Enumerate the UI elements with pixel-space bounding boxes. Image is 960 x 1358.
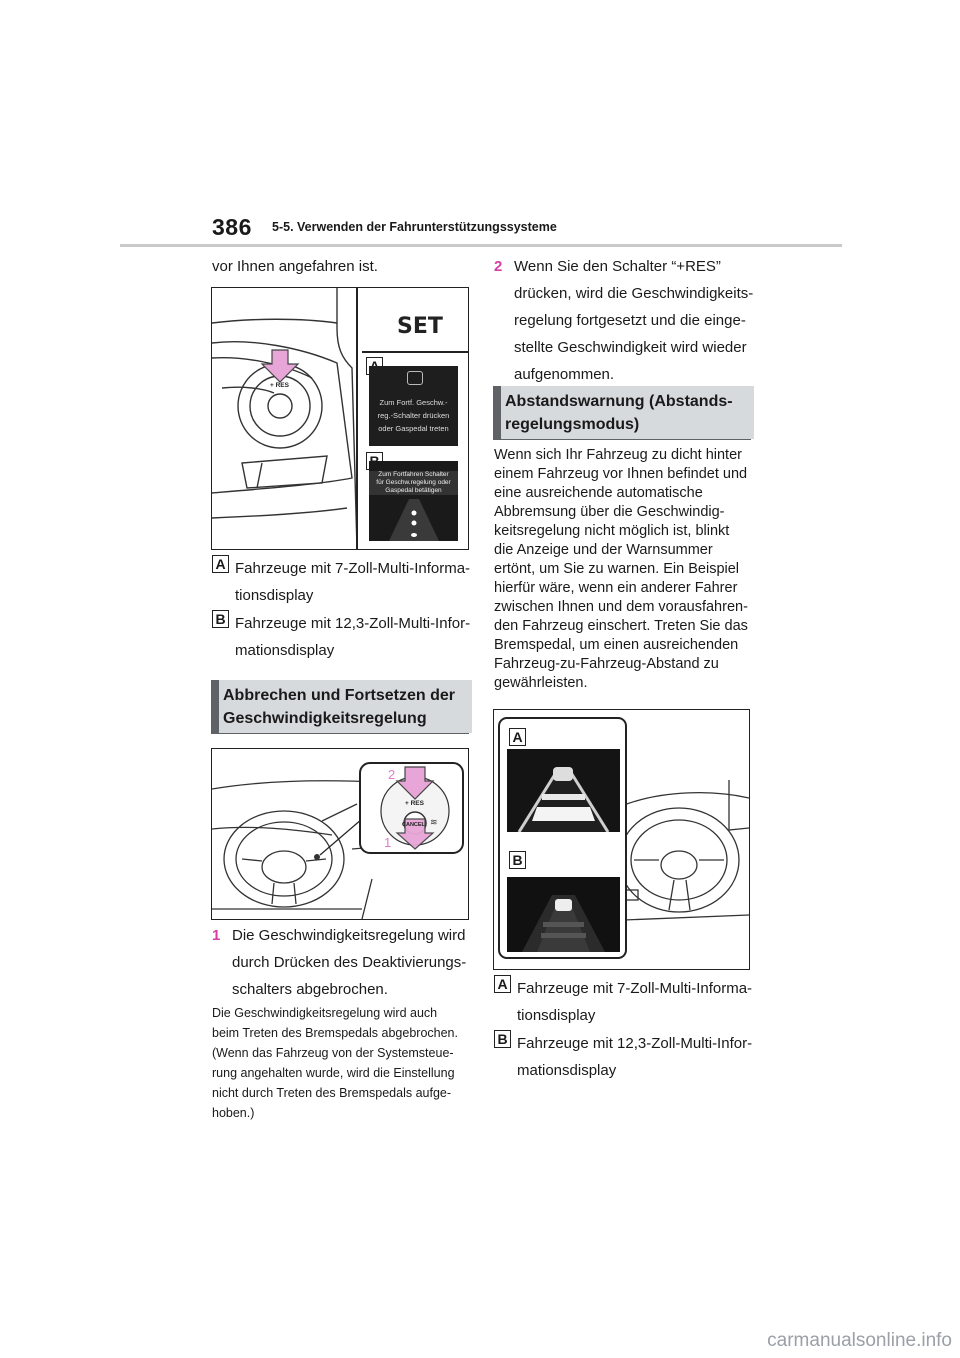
legend-b-left: B Fahrzeuge mit 12,3-Zoll-Multi-Infor- mationsdisplay <box>212 610 472 664</box>
distance-icon: ≋ <box>430 818 438 828</box>
step-2-number: 2 <box>494 258 503 275</box>
display-a-distance <box>507 749 620 832</box>
road-lanes-graphic-b <box>507 877 620 952</box>
section-rule-right <box>493 439 751 440</box>
callout-2: 2 <box>388 767 396 782</box>
distance-warning-paragraph: Wenn sich Ihr Fahrzeug zu dicht hinter einem Fahrzeug vor Ihnen befindet und eine ausreichende automatische Abbremsung über die Geschwindig- keitsregelung nicht möglich ist, blinkt die Anzeige und der Warnsummer ertönt, um Sie zu warnen. Ein Beispiel hierfür wäre, wenn ein anderer Fahrer zwischen Ihnen und dem vorausfahren- den Fahrzeug einschert. Treten Sie das Bremspedal, um einen ausreichenden Fahrzeug-zu-Fahrzeug-Abstand zu gewährleisten. <box>494 447 748 691</box>
section-heading-cancel-resume: Abbrechen und Fortsetzen der Geschwindigkeitsregelung <box>211 680 472 733</box>
cancel-button-label: CANCEL <box>402 822 425 828</box>
display-b-distance <box>507 877 620 952</box>
section-rule <box>211 733 469 734</box>
legend-tag-a-right: A <box>494 975 511 993</box>
step-2: 2 Wenn Sie den Schalter “+RES” drücken, wird die Geschwindigkeits- regelung fortgesetzt und die einge- stellte Geschwindigkeit wird wieder aufgenommen. <box>494 253 754 388</box>
legend-a-left: A Fahrzeuge mit 7-Zoll-Multi-Informa- tionsdisplay <box>212 555 472 609</box>
figure-distance-displays <box>493 709 750 970</box>
res-button-label-fig2: + RES <box>405 800 424 807</box>
page-number: 386 <box>212 214 252 240</box>
step-1: 1 Die Geschwindigkeitsregelung wird durch Drücken des Deaktivierungs- schalters abgebrochen. <box>212 922 474 1003</box>
road-lanes-graphic-a <box>507 749 620 832</box>
display-a-7inch <box>369 366 458 446</box>
header-rule <box>120 244 842 247</box>
legend-tag-a: A <box>212 555 229 573</box>
chapter-title: 5-5. Verwenden der Fahrunterstützungssysteme <box>272 220 557 234</box>
legend-a-right: A Fahrzeuge mit 7-Zoll-Multi-Informa- tionsdisplay <box>494 975 756 1029</box>
legend-tag-b-right: B <box>494 1030 511 1048</box>
intro-text: vor Ihnen angefahren ist. <box>212 258 378 275</box>
res-button-label: + RES <box>270 382 289 389</box>
display-b-message: Zum Fortfahren Schalter für Geschw.regelung oder Gaspedal betätigen <box>369 471 458 495</box>
figure-steering-wheel-cancel <box>211 748 469 920</box>
legend-tag-b: B <box>212 610 229 628</box>
legend-b-right: B Fahrzeuge mit 12,3-Zoll-Multi-Infor- mationsdisplay <box>494 1030 756 1084</box>
display-b-12inch <box>369 461 458 541</box>
step-1-number: 1 <box>212 927 221 944</box>
watermark: carmanualsonline.info <box>767 1330 952 1351</box>
note-brake-cancel: Die Geschwindigkeitsregelung wird auch beim Treten des Bremspedals abgebrochen. (Wenn das Fahrzeug von der Systemsteue- rung angehalten wurde, wird die Einstellung nicht durch Treten des Bremspedals aufge- hoben.) <box>212 1006 458 1120</box>
set-label: SET <box>397 314 443 339</box>
section-heading-distance-warning: Abstandswarnung (Abstands- regelungsmodus) <box>493 386 754 439</box>
road-graphic <box>369 461 458 541</box>
figure-steering-switch-display <box>211 287 469 550</box>
callout-1: 1 <box>384 835 392 850</box>
car-icon <box>407 371 423 385</box>
steering-wheel-illustration <box>212 749 468 919</box>
display-a-message: Zum Fortf. Geschw.- reg.-Schalter drücken oder Gaspedal treten <box>377 398 450 433</box>
figure-tag-a-right: A <box>509 728 526 746</box>
figure-tag-b-right: B <box>509 851 526 869</box>
